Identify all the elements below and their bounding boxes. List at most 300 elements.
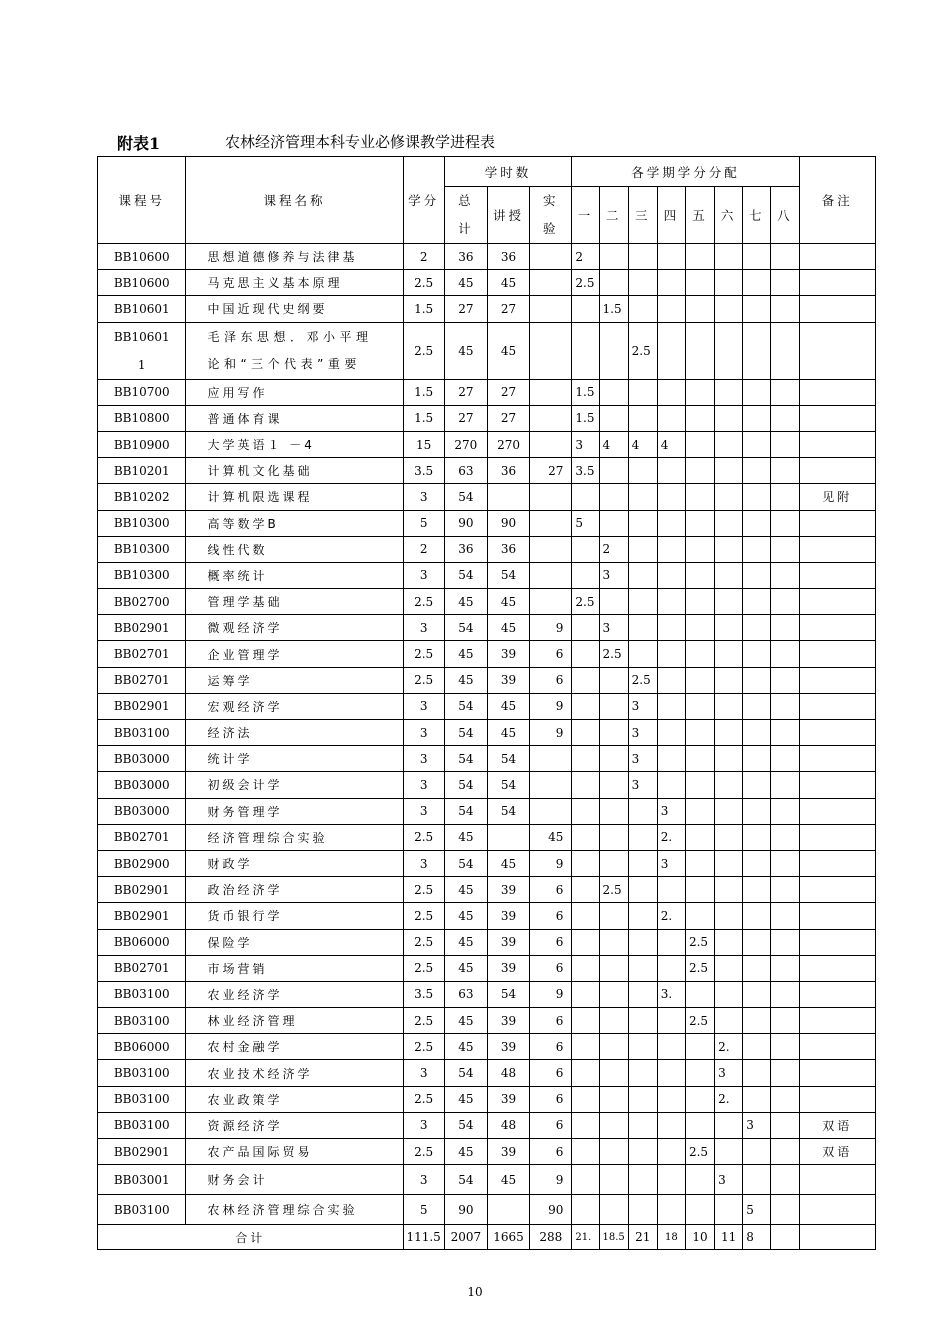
semester-8-credit xyxy=(771,562,799,588)
course-hours-total: 45 xyxy=(444,877,487,903)
total-row xyxy=(98,1225,876,1250)
semester-1-credit: 1.5 xyxy=(572,405,599,431)
course-hours-lecture: 39 xyxy=(487,1139,529,1165)
header-hours-total: 总 计 xyxy=(444,187,487,244)
page-number: 10 xyxy=(467,1285,483,1299)
course-credit: 2 xyxy=(403,244,444,270)
course-hours-lab: 6 xyxy=(530,641,572,667)
course-name: 财务管理学 xyxy=(186,798,403,824)
semester-3-credit xyxy=(628,1139,657,1165)
semester-8-credit xyxy=(771,1165,799,1195)
table-row xyxy=(98,296,876,322)
semester-3-credit xyxy=(628,1008,657,1034)
semester-7-credit xyxy=(743,431,771,457)
semester-2-credit xyxy=(599,484,628,510)
semester-2-credit xyxy=(599,798,628,824)
course-code: BB10601 xyxy=(98,296,186,322)
semester-7-credit xyxy=(743,798,771,824)
table-row xyxy=(98,431,876,457)
course-hours-lab xyxy=(530,746,572,772)
semester-3-credit xyxy=(628,903,657,929)
total-sem-5: 10 xyxy=(685,1225,714,1250)
course-hours-total: 45 xyxy=(444,270,487,296)
semester-4-credit xyxy=(657,1086,685,1112)
course-name: 农林经济管理综合实验 xyxy=(186,1195,403,1225)
semester-4-credit xyxy=(657,746,685,772)
course-hours-lecture: 45 xyxy=(487,720,529,746)
semester-5-credit xyxy=(685,824,714,850)
semester-4-credit xyxy=(657,510,685,536)
semester-8-credit xyxy=(771,667,799,693)
semester-4-credit: 3 xyxy=(657,850,685,876)
course-note xyxy=(799,562,875,588)
semester-5-credit xyxy=(685,322,714,379)
semester-8-credit xyxy=(771,296,799,322)
semester-1-credit xyxy=(572,850,599,876)
course-name: 经济管理综合实验 xyxy=(186,824,403,850)
semester-7-credit xyxy=(743,615,771,641)
course-code: BB03100 xyxy=(98,1008,186,1034)
semester-3-credit xyxy=(628,798,657,824)
course-hours-lecture: 45 xyxy=(487,589,529,615)
semester-8-credit xyxy=(771,981,799,1007)
course-credit: 3 xyxy=(403,1112,444,1138)
course-hours-lecture: 39 xyxy=(487,667,529,693)
semester-7-credit xyxy=(743,270,771,296)
course-hours-total: 54 xyxy=(444,746,487,772)
header-lab: 实 验 xyxy=(530,187,572,244)
course-name: 农村金融学 xyxy=(186,1034,403,1060)
course-credit: 2.5 xyxy=(403,877,444,903)
semester-6-credit xyxy=(715,850,743,876)
table-row xyxy=(98,772,876,798)
total-sem-8 xyxy=(771,1225,799,1250)
course-credit: 2.5 xyxy=(403,641,444,667)
course-note xyxy=(799,1165,875,1195)
course-hours-lab: 45 xyxy=(530,824,572,850)
semester-3-credit xyxy=(628,615,657,641)
course-note xyxy=(799,824,875,850)
semester-7-credit xyxy=(743,1139,771,1165)
course-code: BB03100 xyxy=(98,720,186,746)
course-name: 市场营销 xyxy=(186,955,403,981)
course-note xyxy=(799,270,875,296)
semester-2-credit xyxy=(599,1008,628,1034)
semester-4-credit xyxy=(657,877,685,903)
table-row xyxy=(98,955,876,981)
course-hours-total: 45 xyxy=(444,1086,487,1112)
course-code: BB02701 xyxy=(98,955,186,981)
semester-6-credit xyxy=(715,379,743,405)
table-row xyxy=(98,1060,876,1086)
table-row xyxy=(98,1086,876,1112)
semester-8-credit xyxy=(771,615,799,641)
course-code: BB10600 xyxy=(98,270,186,296)
semester-7-credit xyxy=(743,1034,771,1060)
course-hours-total: 27 xyxy=(444,296,487,322)
semester-4-credit xyxy=(657,379,685,405)
course-name: 管理学基础 xyxy=(186,589,403,615)
semester-6-credit xyxy=(715,641,743,667)
course-code: BB06000 xyxy=(98,1034,186,1060)
course-hours-total: 27 xyxy=(444,405,487,431)
course-credit: 2.5 xyxy=(403,270,444,296)
course-credit: 2.5 xyxy=(403,322,444,379)
semester-7-credit xyxy=(743,1008,771,1034)
total-lecture: 1665 xyxy=(487,1225,529,1250)
semester-8-credit xyxy=(771,929,799,955)
semester-5-credit xyxy=(685,562,714,588)
semester-8-credit xyxy=(771,1195,799,1225)
course-hours-lecture: 27 xyxy=(487,296,529,322)
semester-8-credit xyxy=(771,955,799,981)
semester-5-credit xyxy=(685,1112,714,1138)
semester-7-credit xyxy=(743,1060,771,1086)
semester-5-credit: 2.5 xyxy=(685,1139,714,1165)
course-name: 农业政策学 xyxy=(186,1086,403,1112)
semester-1-credit xyxy=(572,536,599,562)
course-code: BB02701 xyxy=(98,667,186,693)
semester-8-credit xyxy=(771,877,799,903)
header-hours: 学时数 xyxy=(444,157,572,187)
course-code: BB10900 xyxy=(98,431,186,457)
course-note xyxy=(799,379,875,405)
course-hours-lab xyxy=(530,484,572,510)
semester-3-credit: 2.5 xyxy=(628,667,657,693)
semester-7-credit xyxy=(743,693,771,719)
course-code: BB10600 xyxy=(98,244,186,270)
header-sem-7: 七 xyxy=(743,187,771,244)
course-hours-total: 27 xyxy=(444,379,487,405)
course-note xyxy=(799,798,875,824)
semester-4-credit xyxy=(657,929,685,955)
header-credit: 学分 xyxy=(403,157,444,244)
semester-5-credit xyxy=(685,296,714,322)
course-name: 宏观经济学 xyxy=(186,693,403,719)
course-code: BB03001 xyxy=(98,1165,186,1195)
table-row xyxy=(98,1112,876,1138)
course-credit: 5 xyxy=(403,1195,444,1225)
semester-5-credit xyxy=(685,405,714,431)
semester-8-credit xyxy=(771,1086,799,1112)
course-name: 毛泽东思想．邓小平理 论和“三个代表”重要 xyxy=(186,322,403,379)
semester-6-credit xyxy=(715,981,743,1007)
semester-1-credit xyxy=(572,322,599,379)
table-row xyxy=(98,877,876,903)
semester-1-credit xyxy=(572,484,599,510)
course-hours-total: 36 xyxy=(444,244,487,270)
table-row xyxy=(98,693,876,719)
semester-6-credit xyxy=(715,1195,743,1225)
semester-8-credit xyxy=(771,484,799,510)
course-name: 财务会计 xyxy=(186,1165,403,1195)
semester-4-credit xyxy=(657,484,685,510)
course-hours-total: 45 xyxy=(444,824,487,850)
course-credit: 2.5 xyxy=(403,667,444,693)
course-name: 计算机限选课程 xyxy=(186,484,403,510)
course-hours-lecture: 39 xyxy=(487,1008,529,1034)
course-note xyxy=(799,955,875,981)
semester-1-credit: 2 xyxy=(572,244,599,270)
semester-3-credit: 3 xyxy=(628,772,657,798)
semester-5-credit xyxy=(685,1034,714,1060)
semester-7-credit xyxy=(743,589,771,615)
semester-5-credit xyxy=(685,458,714,484)
course-credit: 1.5 xyxy=(403,405,444,431)
semester-8-credit xyxy=(771,1060,799,1086)
semester-1-credit xyxy=(572,877,599,903)
header-name: 课程名称 xyxy=(186,157,403,244)
course-hours-lecture: 27 xyxy=(487,405,529,431)
course-hours-lab: 9 xyxy=(530,981,572,1007)
course-credit: 2.5 xyxy=(403,955,444,981)
header-sem-4: 四 xyxy=(657,187,685,244)
semester-5-credit xyxy=(685,484,714,510)
semester-5-credit: 2.5 xyxy=(685,955,714,981)
semester-8-credit xyxy=(771,270,799,296)
course-note xyxy=(799,405,875,431)
semester-4-credit xyxy=(657,720,685,746)
table-title: 农林经济管理本科专业必修课教学进程表 xyxy=(225,133,496,151)
semester-7-credit xyxy=(743,877,771,903)
course-credit: 2.5 xyxy=(403,1139,444,1165)
semester-3-credit xyxy=(628,877,657,903)
course-name: 货币银行学 xyxy=(186,903,403,929)
table-row xyxy=(98,484,876,510)
semester-4-credit: 3 xyxy=(657,798,685,824)
course-hours-lab: 9 xyxy=(530,1165,572,1195)
course-code: BB02901 xyxy=(98,615,186,641)
course-name: 农产品国际贸易 xyxy=(186,1139,403,1165)
semester-4-credit xyxy=(657,772,685,798)
course-code: BB10300 xyxy=(98,562,186,588)
course-hours-lab: 6 xyxy=(530,667,572,693)
course-hours-total: 36 xyxy=(444,536,487,562)
course-hours-lab xyxy=(530,296,572,322)
course-hours-lecture: 54 xyxy=(487,562,529,588)
course-hours-lecture: 39 xyxy=(487,955,529,981)
semester-1-credit xyxy=(572,1112,599,1138)
semester-7-credit xyxy=(743,824,771,850)
semester-1-credit xyxy=(572,641,599,667)
semester-4-credit: 3. xyxy=(657,981,685,1007)
semester-7-credit xyxy=(743,641,771,667)
semester-7-credit xyxy=(743,379,771,405)
semester-2-credit xyxy=(599,1139,628,1165)
semester-7-credit xyxy=(743,981,771,1007)
semester-3-credit xyxy=(628,850,657,876)
semester-2-credit xyxy=(599,693,628,719)
semester-2-credit xyxy=(599,379,628,405)
semester-6-credit xyxy=(715,929,743,955)
table-row xyxy=(98,405,876,431)
course-name: 高等数学B xyxy=(186,510,403,536)
semester-6-credit xyxy=(715,615,743,641)
course-credit: 2.5 xyxy=(403,589,444,615)
semester-3-credit: 3 xyxy=(628,693,657,719)
semester-7-credit xyxy=(743,667,771,693)
semester-7-credit xyxy=(743,458,771,484)
course-note xyxy=(799,877,875,903)
semester-8-credit xyxy=(771,536,799,562)
course-note xyxy=(799,458,875,484)
total-lab: 288 xyxy=(530,1225,572,1250)
semester-6-credit: 2. xyxy=(715,1086,743,1112)
course-code: BB03100 xyxy=(98,981,186,1007)
course-credit: 3.5 xyxy=(403,981,444,1007)
table-row xyxy=(98,379,876,405)
semester-1-credit: 2.5 xyxy=(572,589,599,615)
semester-1-credit xyxy=(572,1195,599,1225)
semester-1-credit xyxy=(572,1060,599,1086)
course-hours-total: 54 xyxy=(444,850,487,876)
course-hours-lab xyxy=(530,244,572,270)
course-hours-total: 54 xyxy=(444,615,487,641)
course-code: BB03100 xyxy=(98,1060,186,1086)
table-row xyxy=(98,1008,876,1034)
table-row xyxy=(98,720,876,746)
table-row xyxy=(98,1139,876,1165)
table-row xyxy=(98,322,876,379)
course-name: 农业经济学 xyxy=(186,981,403,1007)
semester-2-credit xyxy=(599,850,628,876)
course-name: 线性代数 xyxy=(186,536,403,562)
course-code: BB10800 xyxy=(98,405,186,431)
semester-6-credit xyxy=(715,296,743,322)
semester-3-credit xyxy=(628,1112,657,1138)
semester-8-credit xyxy=(771,798,799,824)
semester-5-credit xyxy=(685,641,714,667)
semester-3-credit xyxy=(628,536,657,562)
semester-8-credit xyxy=(771,693,799,719)
table-row xyxy=(98,1195,876,1225)
semester-5-credit: 2.5 xyxy=(685,929,714,955)
course-code: BB03000 xyxy=(98,798,186,824)
course-hours-lab: 27 xyxy=(530,458,572,484)
semester-4-credit xyxy=(657,693,685,719)
semester-2-credit: 3 xyxy=(599,562,628,588)
semester-8-credit xyxy=(771,641,799,667)
table-row xyxy=(98,1034,876,1060)
course-note: 双语 xyxy=(799,1139,875,1165)
course-credit: 5 xyxy=(403,510,444,536)
semester-2-credit xyxy=(599,929,628,955)
course-note xyxy=(799,641,875,667)
table-row xyxy=(98,536,876,562)
semester-5-credit: 2.5 xyxy=(685,1008,714,1034)
semester-4-credit: 2. xyxy=(657,903,685,929)
course-hours-lab: 6 xyxy=(530,929,572,955)
course-hours-lecture: 54 xyxy=(487,798,529,824)
course-hours-lecture: 39 xyxy=(487,641,529,667)
semester-7-credit: 5 xyxy=(743,1195,771,1225)
course-hours-total: 90 xyxy=(444,1195,487,1225)
semester-8-credit xyxy=(771,458,799,484)
semester-3-credit: 4 xyxy=(628,431,657,457)
course-code: BB03100 xyxy=(98,1195,186,1225)
course-name: 保险学 xyxy=(186,929,403,955)
semester-8-credit xyxy=(771,1008,799,1034)
semester-2-credit: 1.5 xyxy=(599,296,628,322)
semester-6-credit xyxy=(715,562,743,588)
course-code: BB03100 xyxy=(98,1112,186,1138)
semester-7-credit xyxy=(743,720,771,746)
semester-8-credit xyxy=(771,322,799,379)
semester-7-credit xyxy=(743,955,771,981)
semester-6-credit xyxy=(715,431,743,457)
semester-3-credit: 2.5 xyxy=(628,322,657,379)
course-hours-total: 54 xyxy=(444,1165,487,1195)
course-hours-total: 54 xyxy=(444,484,487,510)
course-hours-lecture: 36 xyxy=(487,244,529,270)
course-hours-total: 63 xyxy=(444,458,487,484)
semester-2-credit xyxy=(599,1112,628,1138)
semester-8-credit xyxy=(771,824,799,850)
semester-3-credit: 3 xyxy=(628,746,657,772)
course-name: 马克思主义基本原理 xyxy=(186,270,403,296)
course-hours-lecture: 90 xyxy=(487,510,529,536)
semester-6-credit: 2. xyxy=(715,1034,743,1060)
course-hours-lab: 9 xyxy=(530,850,572,876)
semester-6-credit xyxy=(715,772,743,798)
semester-5-credit xyxy=(685,615,714,641)
course-hours-total: 45 xyxy=(444,322,487,379)
course-hours-lab: 6 xyxy=(530,1112,572,1138)
course-code: BB10601 1 xyxy=(98,322,186,379)
semester-4-credit xyxy=(657,1139,685,1165)
course-hours-total: 54 xyxy=(444,720,487,746)
semester-8-credit xyxy=(771,405,799,431)
semester-5-credit xyxy=(685,1195,714,1225)
total-sem-1: 21. xyxy=(572,1225,599,1250)
semester-1-credit xyxy=(572,955,599,981)
semester-4-credit xyxy=(657,1008,685,1034)
semester-3-credit xyxy=(628,1195,657,1225)
semester-1-credit xyxy=(572,903,599,929)
semester-1-credit xyxy=(572,296,599,322)
semester-8-credit xyxy=(771,510,799,536)
course-credit: 2.5 xyxy=(403,929,444,955)
total-sem-7: 8 xyxy=(743,1225,771,1250)
course-note xyxy=(799,322,875,379)
course-note xyxy=(799,1086,875,1112)
semester-7-credit xyxy=(743,850,771,876)
course-note xyxy=(799,929,875,955)
course-code: BB06000 xyxy=(98,929,186,955)
semester-6-credit xyxy=(715,903,743,929)
course-credit: 3 xyxy=(403,1165,444,1195)
course-code: BB02701 xyxy=(98,824,186,850)
semester-3-credit xyxy=(628,641,657,667)
table-row xyxy=(98,270,876,296)
course-hours-lecture xyxy=(487,484,529,510)
semester-1-credit xyxy=(572,746,599,772)
course-credit: 2.5 xyxy=(403,1034,444,1060)
semester-6-credit xyxy=(715,877,743,903)
course-code: BB02901 xyxy=(98,903,186,929)
semester-2-credit: 3 xyxy=(599,615,628,641)
course-hours-lab xyxy=(530,798,572,824)
semester-4-credit xyxy=(657,296,685,322)
course-note xyxy=(799,1060,875,1086)
semester-6-credit xyxy=(715,322,743,379)
semester-6-credit xyxy=(715,667,743,693)
semester-6-credit xyxy=(715,270,743,296)
course-code: BB10300 xyxy=(98,536,186,562)
course-hours-total: 45 xyxy=(444,1034,487,1060)
semester-3-credit xyxy=(628,981,657,1007)
semester-4-credit xyxy=(657,667,685,693)
